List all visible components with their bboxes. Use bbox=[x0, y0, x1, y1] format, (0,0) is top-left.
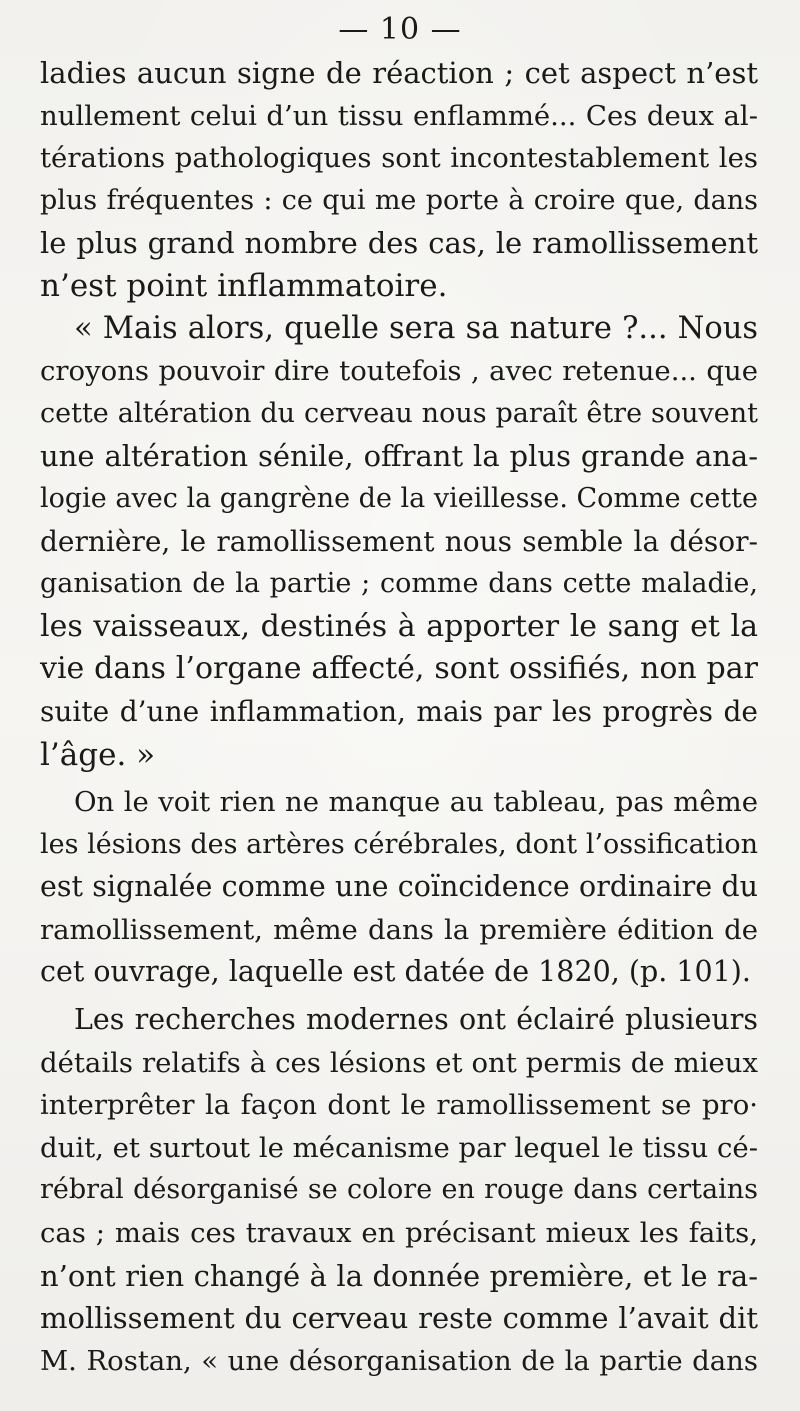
text-line: une altération sénile, offrant la plus grande ana- bbox=[40, 439, 758, 474]
page-number: — 10 — bbox=[338, 12, 462, 47]
text-line: n’est point inflammatoire. bbox=[40, 267, 448, 304]
text-line: cas ; mais ces travaux en précisant mieux les faits, bbox=[40, 1217, 758, 1250]
text-line: les vaisseaux, destinés à apporter le sang et la bbox=[40, 608, 758, 644]
text-line: croyons pouvoir dire toutefois , avec retenue... que bbox=[40, 355, 758, 388]
paragraph-4 bbox=[40, 999, 758, 1382]
text-line: cet ouvrage, laquelle est datée de 1820, (p. 101). bbox=[40, 955, 751, 989]
text-line: plus fréquentes : ce qui me porte à croire que, dans bbox=[40, 184, 758, 216]
text-line: détails relatifs à ces lésions et ont permis de mieux bbox=[40, 1046, 758, 1079]
text-line: suite d’une inflammation, mais par les progrès de bbox=[40, 694, 758, 728]
text-line: duit, et surtout le mécanisme par lequel le tissu cé- bbox=[40, 1131, 758, 1164]
text-line: les lésions des artères cérébrales, dont l’ossification bbox=[40, 828, 758, 860]
text-line: rébral désorganisé se colore en rouge dans certains bbox=[40, 1174, 758, 1206]
text-line: « Mais alors, quelle sera sa nature ?... Nous bbox=[74, 310, 758, 346]
text-line: le plus grand nombre des cas, le ramollissement bbox=[40, 226, 758, 261]
paragraph-3 bbox=[40, 781, 758, 994]
text-line: est signalée comme une coïncidence ordinaire du bbox=[40, 870, 758, 904]
body-text bbox=[40, 52, 758, 1382]
text-line: interprêter la façon dont le ramollissement se pro· bbox=[40, 1089, 758, 1122]
text-line: mollissement du cerveau reste comme l’avait dit bbox=[40, 1301, 758, 1336]
text-line: ramollissement, même dans la première édition de bbox=[40, 913, 758, 946]
text-line: ladies aucun signe de réaction ; cet aspect n’est bbox=[40, 56, 758, 90]
text-line: ganisation de la partie ; comme dans cette maladie, bbox=[40, 568, 758, 600]
text-line: nullement celui d’un tissu enflammé... Ces deux al- bbox=[40, 99, 758, 132]
text-line: cette altération du cerveau nous paraît être souvent bbox=[40, 397, 758, 429]
text-line: On le voit rien ne manque au tableau, pas même bbox=[74, 786, 758, 819]
paragraph-1 bbox=[40, 52, 758, 308]
text-line: l’âge. » bbox=[40, 736, 156, 773]
text-line: dernière, le ramollissement nous semble la désor- bbox=[40, 524, 758, 558]
text-line: logie avec la gangrène de la vieillesse. Comme cette bbox=[40, 482, 758, 514]
text-line: vie dans l’organe affecté, sont ossifiés, non par bbox=[40, 651, 758, 687]
paragraph-2-quotation bbox=[40, 308, 758, 777]
text-line: térations pathologiques sont incontestablement les bbox=[40, 142, 758, 175]
text-line: M. Rostan, « une désorganisation de la partie dans bbox=[40, 1344, 758, 1377]
text-line: n’ont rien changé à la donnée première, et le ra- bbox=[40, 1258, 758, 1293]
text-line: Les recherches modernes ont éclairé plusieurs bbox=[74, 1003, 758, 1037]
